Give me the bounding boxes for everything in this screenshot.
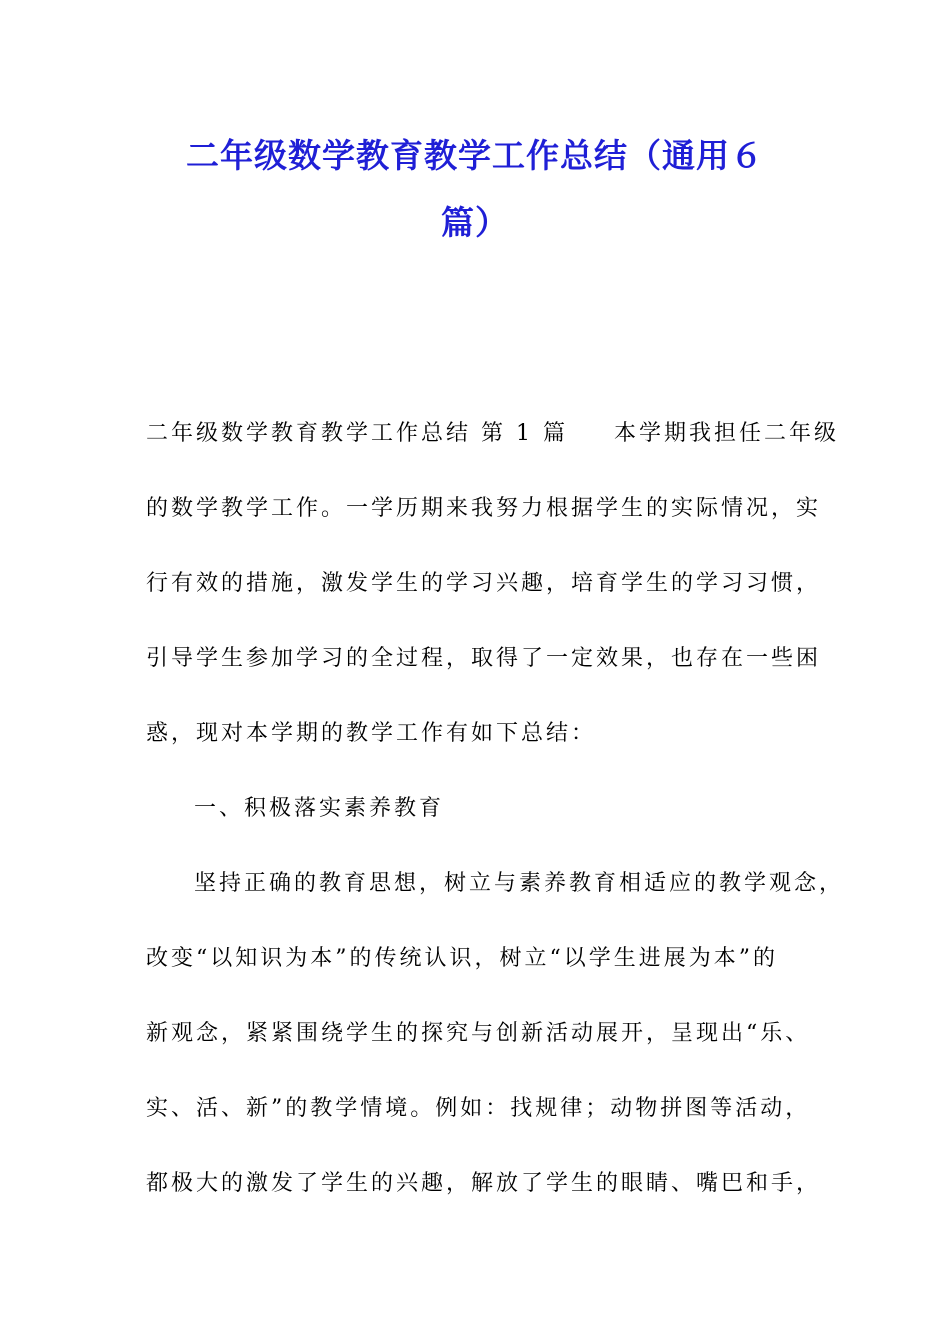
paragraph-line-6: 坚持正确的教育思想，树立与素养教育相适应的教学观念，: [194, 871, 845, 896]
paragraph-line-8: 新观念，紧紧围绕学生的探究与创新活动展开，呈现出“乐、: [146, 1021, 811, 1046]
paragraph-line-9: 实、活、新”的教学情境。例如：找规律；动物拼图等活动，: [146, 1096, 811, 1121]
paragraph-line-7: 改变“以知识为本”的传统认识，树立“以学生进展为本”的: [146, 946, 778, 971]
section-heading: 二年级数学教育教学工作总结 第 1 篇: [146, 421, 568, 446]
paragraph-line-10: 都极大的激发了学生的兴趣，解放了学生的眼睛、嘴巴和手，: [146, 1171, 822, 1196]
paragraph-line-2: 的数学教学工作。一学历期来我努力根据学生的实际情况，实: [146, 496, 822, 521]
document-title-line-1: 二年级数学教育教学工作总结（通用６: [186, 136, 764, 175]
paragraph-line-3: 行有效的措施，激发学生的学习兴趣，培育学生的学习习惯，: [146, 571, 822, 596]
paragraph-line-5: 惑，现对本学期的教学工作有如下总结：: [146, 721, 597, 746]
subheading-1: 一、积极落实素养教育: [194, 796, 445, 821]
paragraph-line-4: 引导学生参加学习的全过程，取得了一定效果，也存在一些困: [146, 646, 822, 671]
document-title-line-2: 篇）: [441, 203, 509, 242]
paragraph-start: 本学期我担任二年级: [613, 421, 839, 446]
paragraph-line-1: [146, 419, 839, 449]
